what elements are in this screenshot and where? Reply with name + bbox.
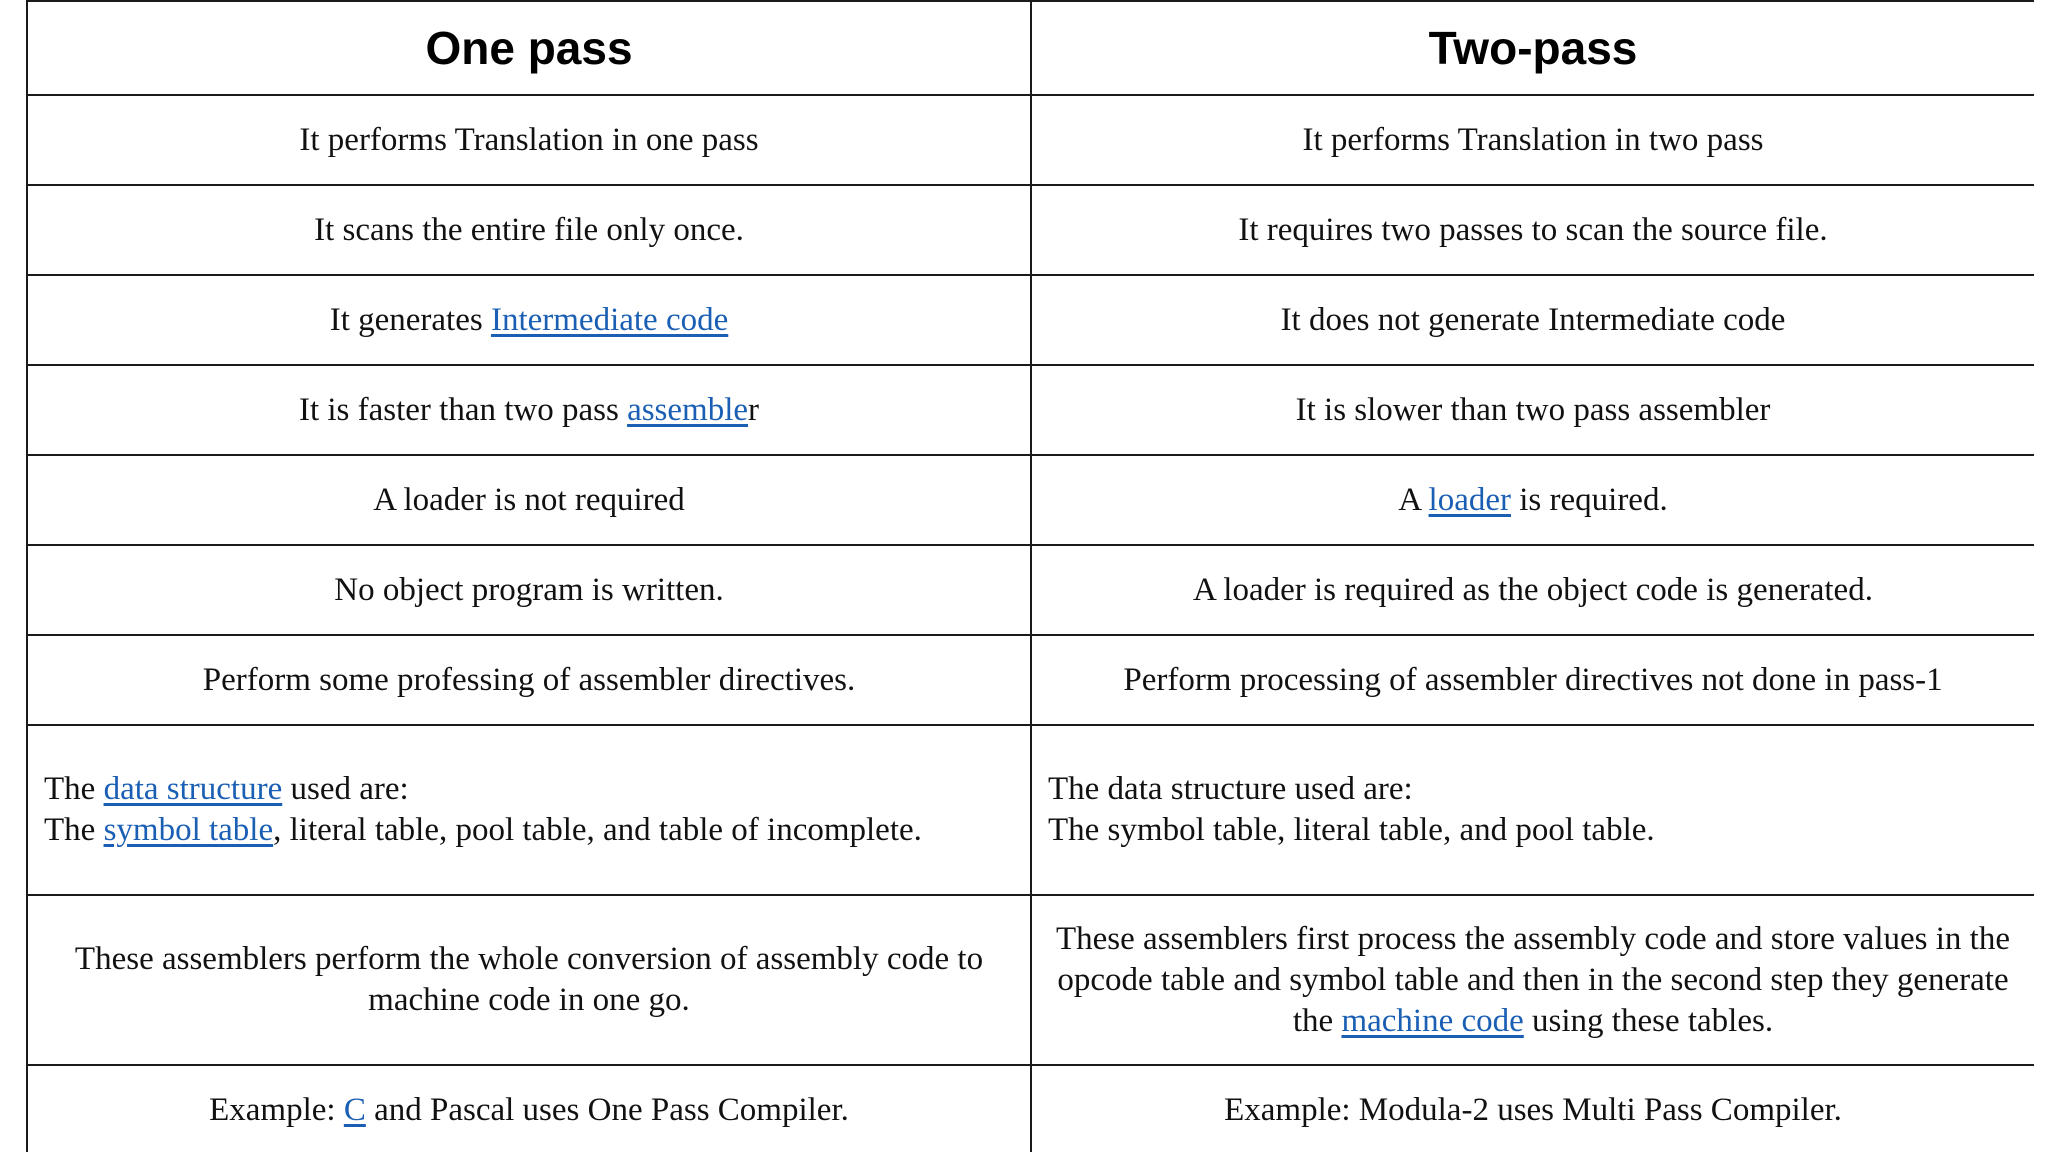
comparison-table-container (26, 0, 2034, 1152)
table-row (27, 1065, 2034, 1152)
table-row (27, 725, 2034, 895)
machine-code-link[interactable]: machine code (1341, 1002, 1524, 1039)
assembler-link[interactable]: assemble (627, 391, 749, 428)
cell-text: The (44, 812, 104, 848)
cell-one-pass (27, 275, 1031, 365)
cell-text: It is faster than two pass (298, 391, 628, 428)
cell-two-pass: It requires two passes to scan the source file. (1031, 185, 2034, 275)
cell-text: The (44, 771, 104, 807)
header-two-pass: Two-pass (1031, 1, 2034, 95)
cell-line: The symbol table, literal table, and pool table. (1048, 812, 1655, 848)
cell-two-pass (1031, 725, 2034, 895)
cell-two-pass: It performs Translation in two pass (1031, 95, 2034, 185)
table-row (27, 95, 2034, 185)
cell-two-pass (1031, 455, 2034, 545)
table-row (27, 365, 2034, 455)
cell-text: These assemblers first process the assembly code and store values in the opcode table and symbol table and then in the second step they generate the (1056, 920, 2010, 1039)
intermediate-code-link[interactable]: Intermediate code (490, 301, 729, 338)
cell-text: and Pascal uses One Pass Compiler. (365, 1091, 849, 1128)
table-row (27, 275, 2034, 365)
cell-one-pass (27, 725, 1031, 895)
table-row (27, 545, 2034, 635)
comparison-table (26, 0, 2034, 1152)
cell-two-pass: It does not generate Intermediate code (1031, 275, 2034, 365)
cell-two-pass (1031, 895, 2034, 1065)
cell-one-pass: These assemblers perform the whole conversion of assembly code to machine code in one go. (27, 895, 1031, 1065)
cell-line (44, 769, 1014, 810)
cell-two-pass: It is slower than two pass assembler (1031, 365, 2034, 455)
table-row (27, 185, 2034, 275)
cell-line (44, 810, 1014, 851)
cell-text: It generates (329, 301, 491, 338)
cell-text: r (748, 391, 760, 428)
cell-text: Example: (209, 1091, 344, 1128)
table-row (27, 455, 2034, 545)
table-row (27, 635, 2034, 725)
loader-link[interactable]: loader (1428, 481, 1511, 518)
cell-text: using these tables. (1523, 1002, 1774, 1039)
table-row (27, 895, 2034, 1065)
header-one-pass: One pass (27, 1, 1031, 95)
cell-text: is required. (1511, 481, 1668, 518)
c-language-link[interactable]: C (343, 1091, 366, 1128)
cell-text: A (1398, 481, 1429, 518)
cell-two-pass: A loader is required as the object code is generated. (1031, 545, 2034, 635)
cell-two-pass: Example: Modula-2 uses Multi Pass Compiler. (1031, 1065, 2034, 1152)
cell-one-pass (27, 1065, 1031, 1152)
cell-one-pass (27, 365, 1031, 455)
cell-line: The data structure used are: (1048, 771, 1413, 807)
cell-text: used are: (282, 771, 409, 807)
cell-one-pass: A loader is not required (27, 455, 1031, 545)
cell-one-pass: No object program is written. (27, 545, 1031, 635)
cell-one-pass: Perform some professing of assembler directives. (27, 635, 1031, 725)
cell-two-pass: Perform processing of assembler directives not done in pass-1 (1031, 635, 2034, 725)
cell-one-pass: It performs Translation in one pass (27, 95, 1031, 185)
cell-text: , literal table, pool table, and table of incomplete. (273, 812, 922, 848)
data-structure-link[interactable]: data structure (103, 771, 283, 807)
header-row (27, 1, 2034, 95)
cell-one-pass: It scans the entire file only once. (27, 185, 1031, 275)
symbol-table-link[interactable]: symbol table (103, 812, 274, 848)
